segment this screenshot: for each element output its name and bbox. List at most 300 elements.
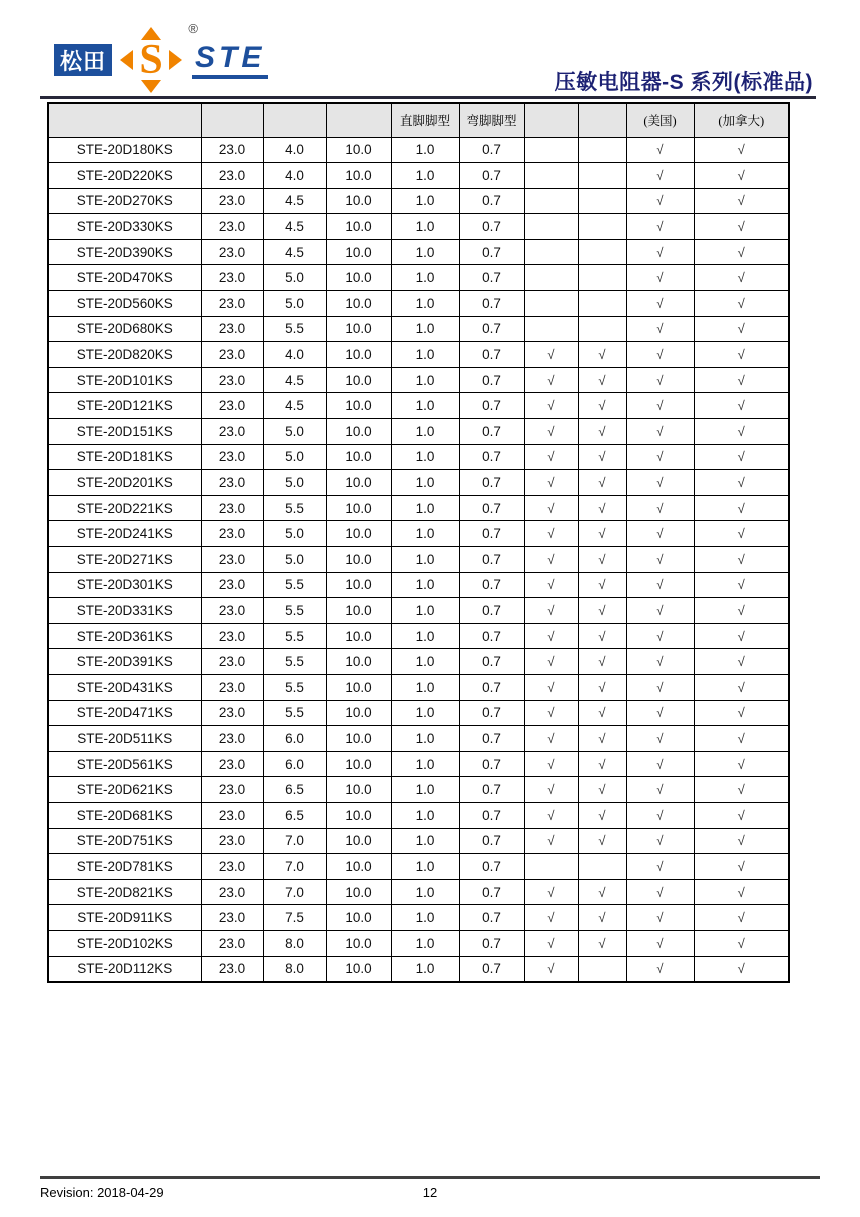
value-cell: 7.5: [263, 905, 326, 931]
value-cell: 7.0: [263, 854, 326, 880]
value-cell: 0.7: [459, 879, 524, 905]
value-cell: 1.0: [391, 777, 459, 803]
value-cell: 23.0: [201, 342, 263, 368]
column-header: 弯脚脚型: [459, 103, 524, 137]
value-cell: [524, 214, 578, 240]
value-cell: 4.0: [263, 137, 326, 163]
value-cell: 10.0: [326, 265, 391, 291]
check-cell: √: [524, 930, 578, 956]
registered-trademark-icon: ®: [188, 21, 198, 36]
check-cell: √: [626, 572, 694, 598]
part-number-cell: STE-20D511KS: [48, 726, 201, 752]
check-cell: √: [578, 470, 626, 496]
value-cell: 1.0: [391, 930, 459, 956]
check-cell: √: [694, 649, 789, 675]
value-cell: 0.7: [459, 547, 524, 573]
check-cell: √: [626, 828, 694, 854]
part-number-cell: STE-20D221KS: [48, 495, 201, 521]
check-cell: √: [694, 854, 789, 880]
value-cell: 10.0: [326, 700, 391, 726]
check-cell: √: [694, 419, 789, 445]
value-cell: 5.0: [263, 265, 326, 291]
value-cell: 7.0: [263, 828, 326, 854]
check-cell: √: [524, 956, 578, 982]
part-number-cell: STE-20D101KS: [48, 367, 201, 393]
value-cell: 1.0: [391, 367, 459, 393]
check-cell: √: [694, 521, 789, 547]
value-cell: 1.0: [391, 879, 459, 905]
check-cell: √: [524, 828, 578, 854]
value-cell: 0.7: [459, 188, 524, 214]
value-cell: 0.7: [459, 495, 524, 521]
value-cell: [578, 291, 626, 317]
check-cell: √: [694, 291, 789, 317]
value-cell: 0.7: [459, 700, 524, 726]
part-number-cell: STE-20D681KS: [48, 802, 201, 828]
check-cell: √: [626, 751, 694, 777]
value-cell: 1.0: [391, 598, 459, 624]
check-cell: √: [626, 367, 694, 393]
value-cell: 10.0: [326, 674, 391, 700]
check-cell: √: [626, 239, 694, 265]
check-cell: √: [694, 930, 789, 956]
value-cell: 10.0: [326, 905, 391, 931]
table-row: [48, 470, 789, 496]
check-cell: √: [694, 444, 789, 470]
header-divider: [40, 96, 816, 99]
table-row: [48, 905, 789, 931]
value-cell: 1.0: [391, 905, 459, 931]
value-cell: 0.7: [459, 419, 524, 445]
table-row: [48, 726, 789, 752]
value-cell: 1.0: [391, 137, 459, 163]
value-cell: 8.0: [263, 930, 326, 956]
value-cell: 1.0: [391, 572, 459, 598]
value-cell: 23.0: [201, 854, 263, 880]
value-cell: 23.0: [201, 649, 263, 675]
value-cell: 23.0: [201, 751, 263, 777]
value-cell: [524, 316, 578, 342]
table-row: [48, 419, 789, 445]
check-cell: √: [626, 342, 694, 368]
table-row: [48, 547, 789, 573]
value-cell: 23.0: [201, 163, 263, 189]
check-cell: √: [524, 547, 578, 573]
value-cell: 4.5: [263, 367, 326, 393]
value-cell: 0.7: [459, 214, 524, 240]
check-cell: √: [626, 726, 694, 752]
check-cell: √: [578, 495, 626, 521]
value-cell: 0.7: [459, 802, 524, 828]
value-cell: 5.5: [263, 623, 326, 649]
column-header-empty: [326, 103, 391, 137]
check-cell: √: [524, 521, 578, 547]
table-row: [48, 291, 789, 317]
value-cell: 10.0: [326, 470, 391, 496]
value-cell: 10.0: [326, 930, 391, 956]
value-cell: 10.0: [326, 367, 391, 393]
check-cell: √: [578, 828, 626, 854]
check-cell: √: [524, 623, 578, 649]
check-cell: √: [524, 495, 578, 521]
value-cell: 0.7: [459, 291, 524, 317]
check-cell: √: [524, 342, 578, 368]
value-cell: 6.0: [263, 751, 326, 777]
check-cell: √: [694, 316, 789, 342]
table-row: [48, 674, 789, 700]
check-cell: √: [578, 367, 626, 393]
value-cell: 1.0: [391, 547, 459, 573]
check-cell: √: [626, 470, 694, 496]
part-number-cell: STE-20D431KS: [48, 674, 201, 700]
table-row: [48, 598, 789, 624]
check-cell: √: [694, 828, 789, 854]
value-cell: [578, 163, 626, 189]
value-cell: 5.5: [263, 572, 326, 598]
value-cell: 4.5: [263, 239, 326, 265]
column-header-empty: [263, 103, 326, 137]
check-cell: √: [694, 342, 789, 368]
value-cell: 0.7: [459, 163, 524, 189]
value-cell: 23.0: [201, 316, 263, 342]
check-cell: √: [694, 367, 789, 393]
revision-text: Revision: 2018-04-29: [40, 1185, 164, 1200]
value-cell: 5.0: [263, 521, 326, 547]
value-cell: 0.7: [459, 598, 524, 624]
part-number-cell: STE-20D680KS: [48, 316, 201, 342]
check-cell: √: [626, 188, 694, 214]
value-cell: 23.0: [201, 930, 263, 956]
part-number-cell: STE-20D390KS: [48, 239, 201, 265]
value-cell: 4.5: [263, 214, 326, 240]
column-header: (美国): [626, 103, 694, 137]
value-cell: 23.0: [201, 470, 263, 496]
part-number-cell: STE-20D181KS: [48, 444, 201, 470]
part-number-cell: STE-20D820KS: [48, 342, 201, 368]
value-cell: 0.7: [459, 649, 524, 675]
value-cell: 1.0: [391, 470, 459, 496]
part-number-cell: STE-20D391KS: [48, 649, 201, 675]
table-row: [48, 854, 789, 880]
value-cell: 23.0: [201, 137, 263, 163]
check-cell: √: [578, 419, 626, 445]
table-row: [48, 802, 789, 828]
check-cell: √: [626, 547, 694, 573]
value-cell: 1.0: [391, 419, 459, 445]
value-cell: 4.0: [263, 342, 326, 368]
value-cell: 23.0: [201, 547, 263, 573]
value-cell: [524, 265, 578, 291]
check-cell: √: [626, 495, 694, 521]
value-cell: 1.0: [391, 342, 459, 368]
part-number-cell: STE-20D561KS: [48, 751, 201, 777]
table-row: [48, 342, 789, 368]
check-cell: √: [626, 214, 694, 240]
check-cell: √: [524, 470, 578, 496]
part-number-cell: STE-20D330KS: [48, 214, 201, 240]
check-cell: √: [694, 956, 789, 982]
check-cell: √: [626, 777, 694, 803]
table-row: [48, 700, 789, 726]
part-number-cell: STE-20D821KS: [48, 879, 201, 905]
value-cell: 23.0: [201, 239, 263, 265]
value-cell: 5.5: [263, 316, 326, 342]
check-cell: √: [694, 547, 789, 573]
table-row: [48, 495, 789, 521]
check-cell: √: [694, 470, 789, 496]
value-cell: 0.7: [459, 777, 524, 803]
matsuda-logo: [54, 44, 112, 76]
value-cell: 0.7: [459, 905, 524, 931]
check-cell: √: [626, 700, 694, 726]
check-cell: √: [626, 623, 694, 649]
value-cell: 5.5: [263, 700, 326, 726]
column-header: (加拿大): [694, 103, 789, 137]
value-cell: 10.0: [326, 777, 391, 803]
value-cell: 4.5: [263, 188, 326, 214]
value-cell: 23.0: [201, 700, 263, 726]
check-cell: √: [524, 572, 578, 598]
ste-wordmark: STE: [192, 41, 268, 79]
check-cell: √: [524, 802, 578, 828]
check-cell: √: [578, 572, 626, 598]
check-cell: √: [626, 956, 694, 982]
check-cell: √: [578, 393, 626, 419]
part-number-cell: STE-20D911KS: [48, 905, 201, 931]
value-cell: 0.7: [459, 828, 524, 854]
value-cell: 1.0: [391, 265, 459, 291]
value-cell: [578, 239, 626, 265]
brand-logo: [54, 21, 268, 96]
value-cell: 1.0: [391, 163, 459, 189]
value-cell: 23.0: [201, 905, 263, 931]
check-cell: √: [626, 265, 694, 291]
check-cell: √: [626, 930, 694, 956]
value-cell: 1.0: [391, 854, 459, 880]
value-cell: [578, 137, 626, 163]
column-header: 直脚脚型: [391, 103, 459, 137]
check-cell: √: [626, 674, 694, 700]
page-number: 12: [422, 1185, 438, 1200]
value-cell: 1.0: [391, 214, 459, 240]
check-cell: √: [626, 649, 694, 675]
check-cell: √: [694, 572, 789, 598]
value-cell: [578, 956, 626, 982]
value-cell: 0.7: [459, 239, 524, 265]
check-cell: √: [694, 495, 789, 521]
table-row: [48, 879, 789, 905]
check-cell: √: [694, 751, 789, 777]
check-cell: √: [694, 239, 789, 265]
check-cell: √: [578, 930, 626, 956]
value-cell: 23.0: [201, 444, 263, 470]
value-cell: 5.5: [263, 674, 326, 700]
value-cell: 23.0: [201, 674, 263, 700]
value-cell: 1.0: [391, 495, 459, 521]
check-cell: √: [626, 444, 694, 470]
part-number-cell: STE-20D470KS: [48, 265, 201, 291]
check-cell: √: [694, 726, 789, 752]
check-cell: √: [524, 879, 578, 905]
check-cell: √: [626, 854, 694, 880]
table-row: [48, 214, 789, 240]
value-cell: [524, 163, 578, 189]
value-cell: 23.0: [201, 726, 263, 752]
check-cell: √: [524, 393, 578, 419]
part-number-cell: STE-20D220KS: [48, 163, 201, 189]
value-cell: 23.0: [201, 956, 263, 982]
table-row: [48, 239, 789, 265]
table-row: [48, 623, 789, 649]
check-cell: √: [524, 905, 578, 931]
value-cell: 10.0: [326, 444, 391, 470]
value-cell: 10.0: [326, 726, 391, 752]
page-title: 压敏电阻器-S 系列(标准品): [554, 71, 813, 94]
check-cell: √: [524, 777, 578, 803]
check-cell: √: [626, 393, 694, 419]
value-cell: [524, 854, 578, 880]
check-cell: √: [578, 726, 626, 752]
value-cell: 1.0: [391, 726, 459, 752]
value-cell: 23.0: [201, 598, 263, 624]
check-cell: √: [578, 674, 626, 700]
part-number-cell: STE-20D271KS: [48, 547, 201, 573]
value-cell: 23.0: [201, 623, 263, 649]
value-cell: 0.7: [459, 623, 524, 649]
value-cell: 23.0: [201, 367, 263, 393]
table-row: [48, 751, 789, 777]
check-cell: √: [524, 700, 578, 726]
part-number-cell: STE-20D621KS: [48, 777, 201, 803]
part-number-cell: STE-20D781KS: [48, 854, 201, 880]
value-cell: [524, 188, 578, 214]
check-cell: √: [694, 393, 789, 419]
value-cell: 4.0: [263, 163, 326, 189]
value-cell: 5.5: [263, 495, 326, 521]
value-cell: 0.7: [459, 137, 524, 163]
value-cell: 0.7: [459, 470, 524, 496]
value-cell: [578, 265, 626, 291]
table-row: [48, 828, 789, 854]
value-cell: 10.0: [326, 393, 391, 419]
value-cell: 23.0: [201, 419, 263, 445]
table-row: [48, 367, 789, 393]
check-cell: √: [626, 419, 694, 445]
value-cell: [524, 239, 578, 265]
value-cell: 23.0: [201, 777, 263, 803]
table-header-row: [48, 103, 789, 137]
check-cell: √: [578, 700, 626, 726]
check-cell: √: [694, 623, 789, 649]
value-cell: 10.0: [326, 419, 391, 445]
table-row: [48, 188, 789, 214]
value-cell: 23.0: [201, 879, 263, 905]
value-cell: 1.0: [391, 828, 459, 854]
value-cell: 23.0: [201, 572, 263, 598]
table-row: [48, 393, 789, 419]
value-cell: 23.0: [201, 291, 263, 317]
check-cell: √: [694, 777, 789, 803]
value-cell: 8.0: [263, 956, 326, 982]
check-cell: √: [524, 598, 578, 624]
value-cell: 10.0: [326, 316, 391, 342]
check-cell: √: [694, 137, 789, 163]
check-cell: √: [524, 367, 578, 393]
part-number-cell: STE-20D112KS: [48, 956, 201, 982]
check-cell: √: [578, 342, 626, 368]
value-cell: 0.7: [459, 930, 524, 956]
column-header-empty: [578, 103, 626, 137]
value-cell: 5.0: [263, 470, 326, 496]
value-cell: 10.0: [326, 854, 391, 880]
check-cell: √: [524, 444, 578, 470]
value-cell: 10.0: [326, 623, 391, 649]
value-cell: 23.0: [201, 393, 263, 419]
part-number-cell: STE-20D270KS: [48, 188, 201, 214]
check-cell: √: [694, 674, 789, 700]
table-row: [48, 649, 789, 675]
check-cell: √: [578, 905, 626, 931]
value-cell: [578, 214, 626, 240]
value-cell: 10.0: [326, 239, 391, 265]
value-cell: 0.7: [459, 342, 524, 368]
part-number-cell: STE-20D180KS: [48, 137, 201, 163]
value-cell: 0.7: [459, 726, 524, 752]
value-cell: 23.0: [201, 828, 263, 854]
value-cell: 0.7: [459, 316, 524, 342]
spec-table: [47, 102, 790, 983]
value-cell: 10.0: [326, 495, 391, 521]
check-cell: √: [578, 623, 626, 649]
value-cell: 10.0: [326, 828, 391, 854]
value-cell: 7.0: [263, 879, 326, 905]
value-cell: 10.0: [326, 188, 391, 214]
value-cell: 10.0: [326, 572, 391, 598]
value-cell: 1.0: [391, 623, 459, 649]
value-cell: 5.0: [263, 444, 326, 470]
value-cell: 10.0: [326, 521, 391, 547]
check-cell: √: [626, 291, 694, 317]
value-cell: 1.0: [391, 802, 459, 828]
value-cell: 4.5: [263, 393, 326, 419]
value-cell: 1.0: [391, 291, 459, 317]
part-number-cell: STE-20D151KS: [48, 419, 201, 445]
column-header-empty: [524, 103, 578, 137]
part-number-cell: STE-20D560KS: [48, 291, 201, 317]
value-cell: 6.5: [263, 777, 326, 803]
column-header-empty: [48, 103, 201, 137]
check-cell: √: [694, 802, 789, 828]
value-cell: 5.0: [263, 547, 326, 573]
table-row: [48, 777, 789, 803]
value-cell: 10.0: [326, 342, 391, 368]
check-cell: √: [524, 649, 578, 675]
value-cell: 0.7: [459, 521, 524, 547]
check-cell: √: [694, 163, 789, 189]
value-cell: 1.0: [391, 751, 459, 777]
value-cell: 0.7: [459, 751, 524, 777]
check-cell: √: [626, 521, 694, 547]
value-cell: 23.0: [201, 521, 263, 547]
part-number-cell: STE-20D241KS: [48, 521, 201, 547]
value-cell: 10.0: [326, 291, 391, 317]
check-cell: √: [626, 879, 694, 905]
value-cell: 0.7: [459, 265, 524, 291]
value-cell: 23.0: [201, 214, 263, 240]
check-cell: √: [524, 419, 578, 445]
value-cell: [578, 188, 626, 214]
table-row: [48, 163, 789, 189]
